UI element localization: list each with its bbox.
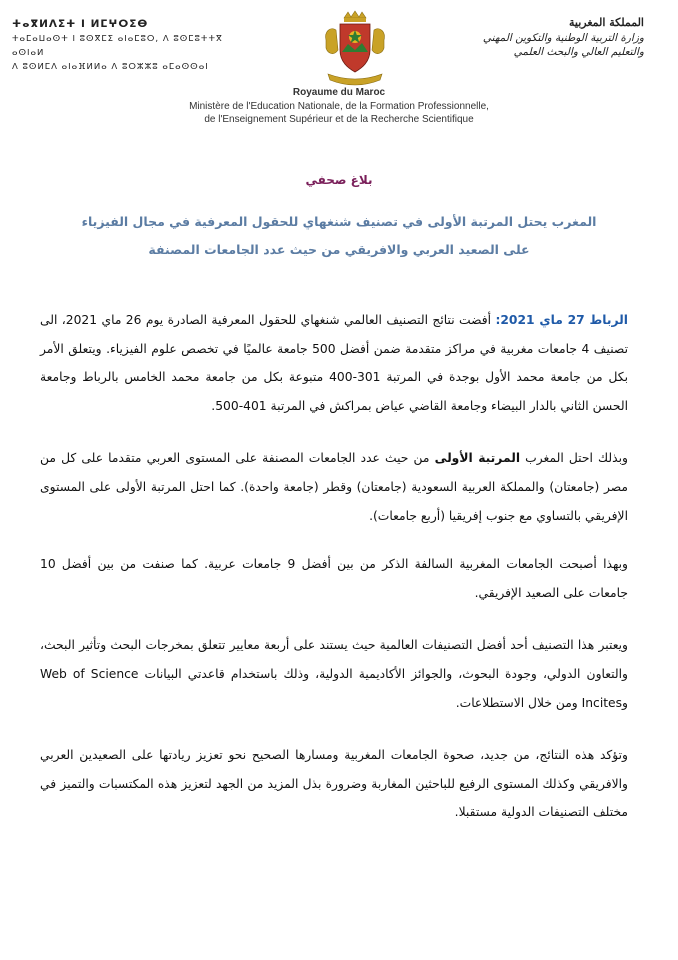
- french-header-line: Ministère de l'Education Nationale, de la Formation Professionnelle,: [189, 101, 489, 112]
- date-line: الرباط 27 ماي 2021:: [495, 313, 628, 327]
- document-titles: [60, 208, 618, 264]
- french-header-title: Royaume du Maroc: [292, 87, 386, 98]
- paragraph: ويعتبر هذا التصنيف أحد أفضل التصنيفات العالمية حيث يستند على أربعة معايير تتعلق بمخرجات البحث وتأثير البحث، والتعاون الدولي، وجودة البحوث، والجوائز الأكاديمية الدولية، وذلك باستخدام قاعدتي البيانات Web of Science وIncites ومن خلال الاستطلاعات.: [40, 638, 628, 710]
- arabic-header-line: المملكة المغربية: [569, 16, 644, 29]
- french-header: [160, 86, 518, 126]
- arabic-header-line: وزارة التربية الوطنية والتكوين المهني: [482, 32, 644, 44]
- arabic-header-line: والتعليم العالي والبحث العلمي: [513, 46, 644, 58]
- tifinagh-line: ⵜⴰⵎⴰⵡⴰⵙⵜ ⵏ ⵓⵙⴳⵎⵉ ⴰⵏⴰⵎⵓⵔ, ⴷ ⵓⵙⵎⵓⵜⵜⴳ ⴰⵙⵏⴰⵍ: [12, 34, 223, 58]
- paragraph-text: من حيث عدد الجامعات المصنفة على المستوى العربي متقدما على كل من مصر (جامعتان) والمملكة العربية السعودية (جامعتان) وقطر (جامعة واحدة). كما احتل المرتبة الأولى على المستوى الإفريقي بالتساوي مع جنوب إفريقيا (أربع جامعات).: [40, 451, 628, 523]
- tifinagh-header: [12, 16, 242, 74]
- paragraph: وبهذا أصبحت الجامعات المغربية السالفة الذكر من بين أفضل 9 جامعات عربية. كما صنفت من بين أفضل 10 جامعات على الصعيد الإفريقي.: [40, 557, 628, 600]
- paragraph: [40, 306, 628, 420]
- document-body: [40, 306, 628, 851]
- letterhead: [0, 0, 678, 135]
- tifinagh-line: ⴷ ⵓⵙⵍⵎⴷ ⴰⵏⴰⴼⵍⵍⴰ ⴷ ⵓⵔⵣⵣⵓ ⴰⵎⴰⵙⵙⴰⵏ: [12, 62, 209, 72]
- tifinagh-line: ⵜⴰⴳⵍⴷⵉⵜ ⵏ ⵍⵎⵖⵔⵉⴱ: [12, 18, 149, 30]
- french-header-line: de l'Enseignement Supérieur et de la Recherche Scientifique: [204, 114, 474, 125]
- paragraph: وتؤكد هذه النتائج، من جديد، صحوة الجامعات المغربية ومسارها الصحيح نحو تعزيز ريادتها على الصعيدين العربي والافريقي وكذلك المستوى الرفيع للباحثين المغاربة وضرورة بذل المزيد من الجهد لتعزيز هذه المكتسبات والتميز في مختلف التصنيفات الدولية مستقبلا.: [40, 748, 628, 820]
- emphasis-text: المرتبة الأولى: [434, 451, 521, 466]
- paragraph-text: أفضت نتائج التصنيف العالمي شنغهاي للحقول المعرفية الصادرة يوم 26 ماي 2021، الى تصنيف 4 جامعات مغربية في مراكز متقدمة ضمن أفضل 500 جامعة عالميًا في تخصص علوم الفيزياء. ويتعلق الأمر بكل من جامعة محمد الأول بوجدة في المرتبة 301-400 متبوعة بكل من جامعة محمد الخامس بالرباط وجامعة الحسن الثاني بالدار البيضاء وجامعة القاضي عياض بمراكش في المرتبة 401-500.: [40, 313, 628, 413]
- press-release-label: بلاغ صحفي: [305, 173, 373, 187]
- paragraph-text: وبذلك احتل المغرب: [520, 451, 628, 466]
- arabic-header: [424, 15, 644, 59]
- title-line: المغرب يحتل المرتبة الأولى في تصنيف شنغهاي للحقول المعرفية في مجال الفيزياء: [81, 214, 597, 229]
- title-line: على الصعيد العربي والافريقي من حيث عدد الجامعات المصنفة: [148, 242, 530, 257]
- paragraph: [40, 444, 628, 530]
- royal-emblem-icon: [320, 10, 390, 88]
